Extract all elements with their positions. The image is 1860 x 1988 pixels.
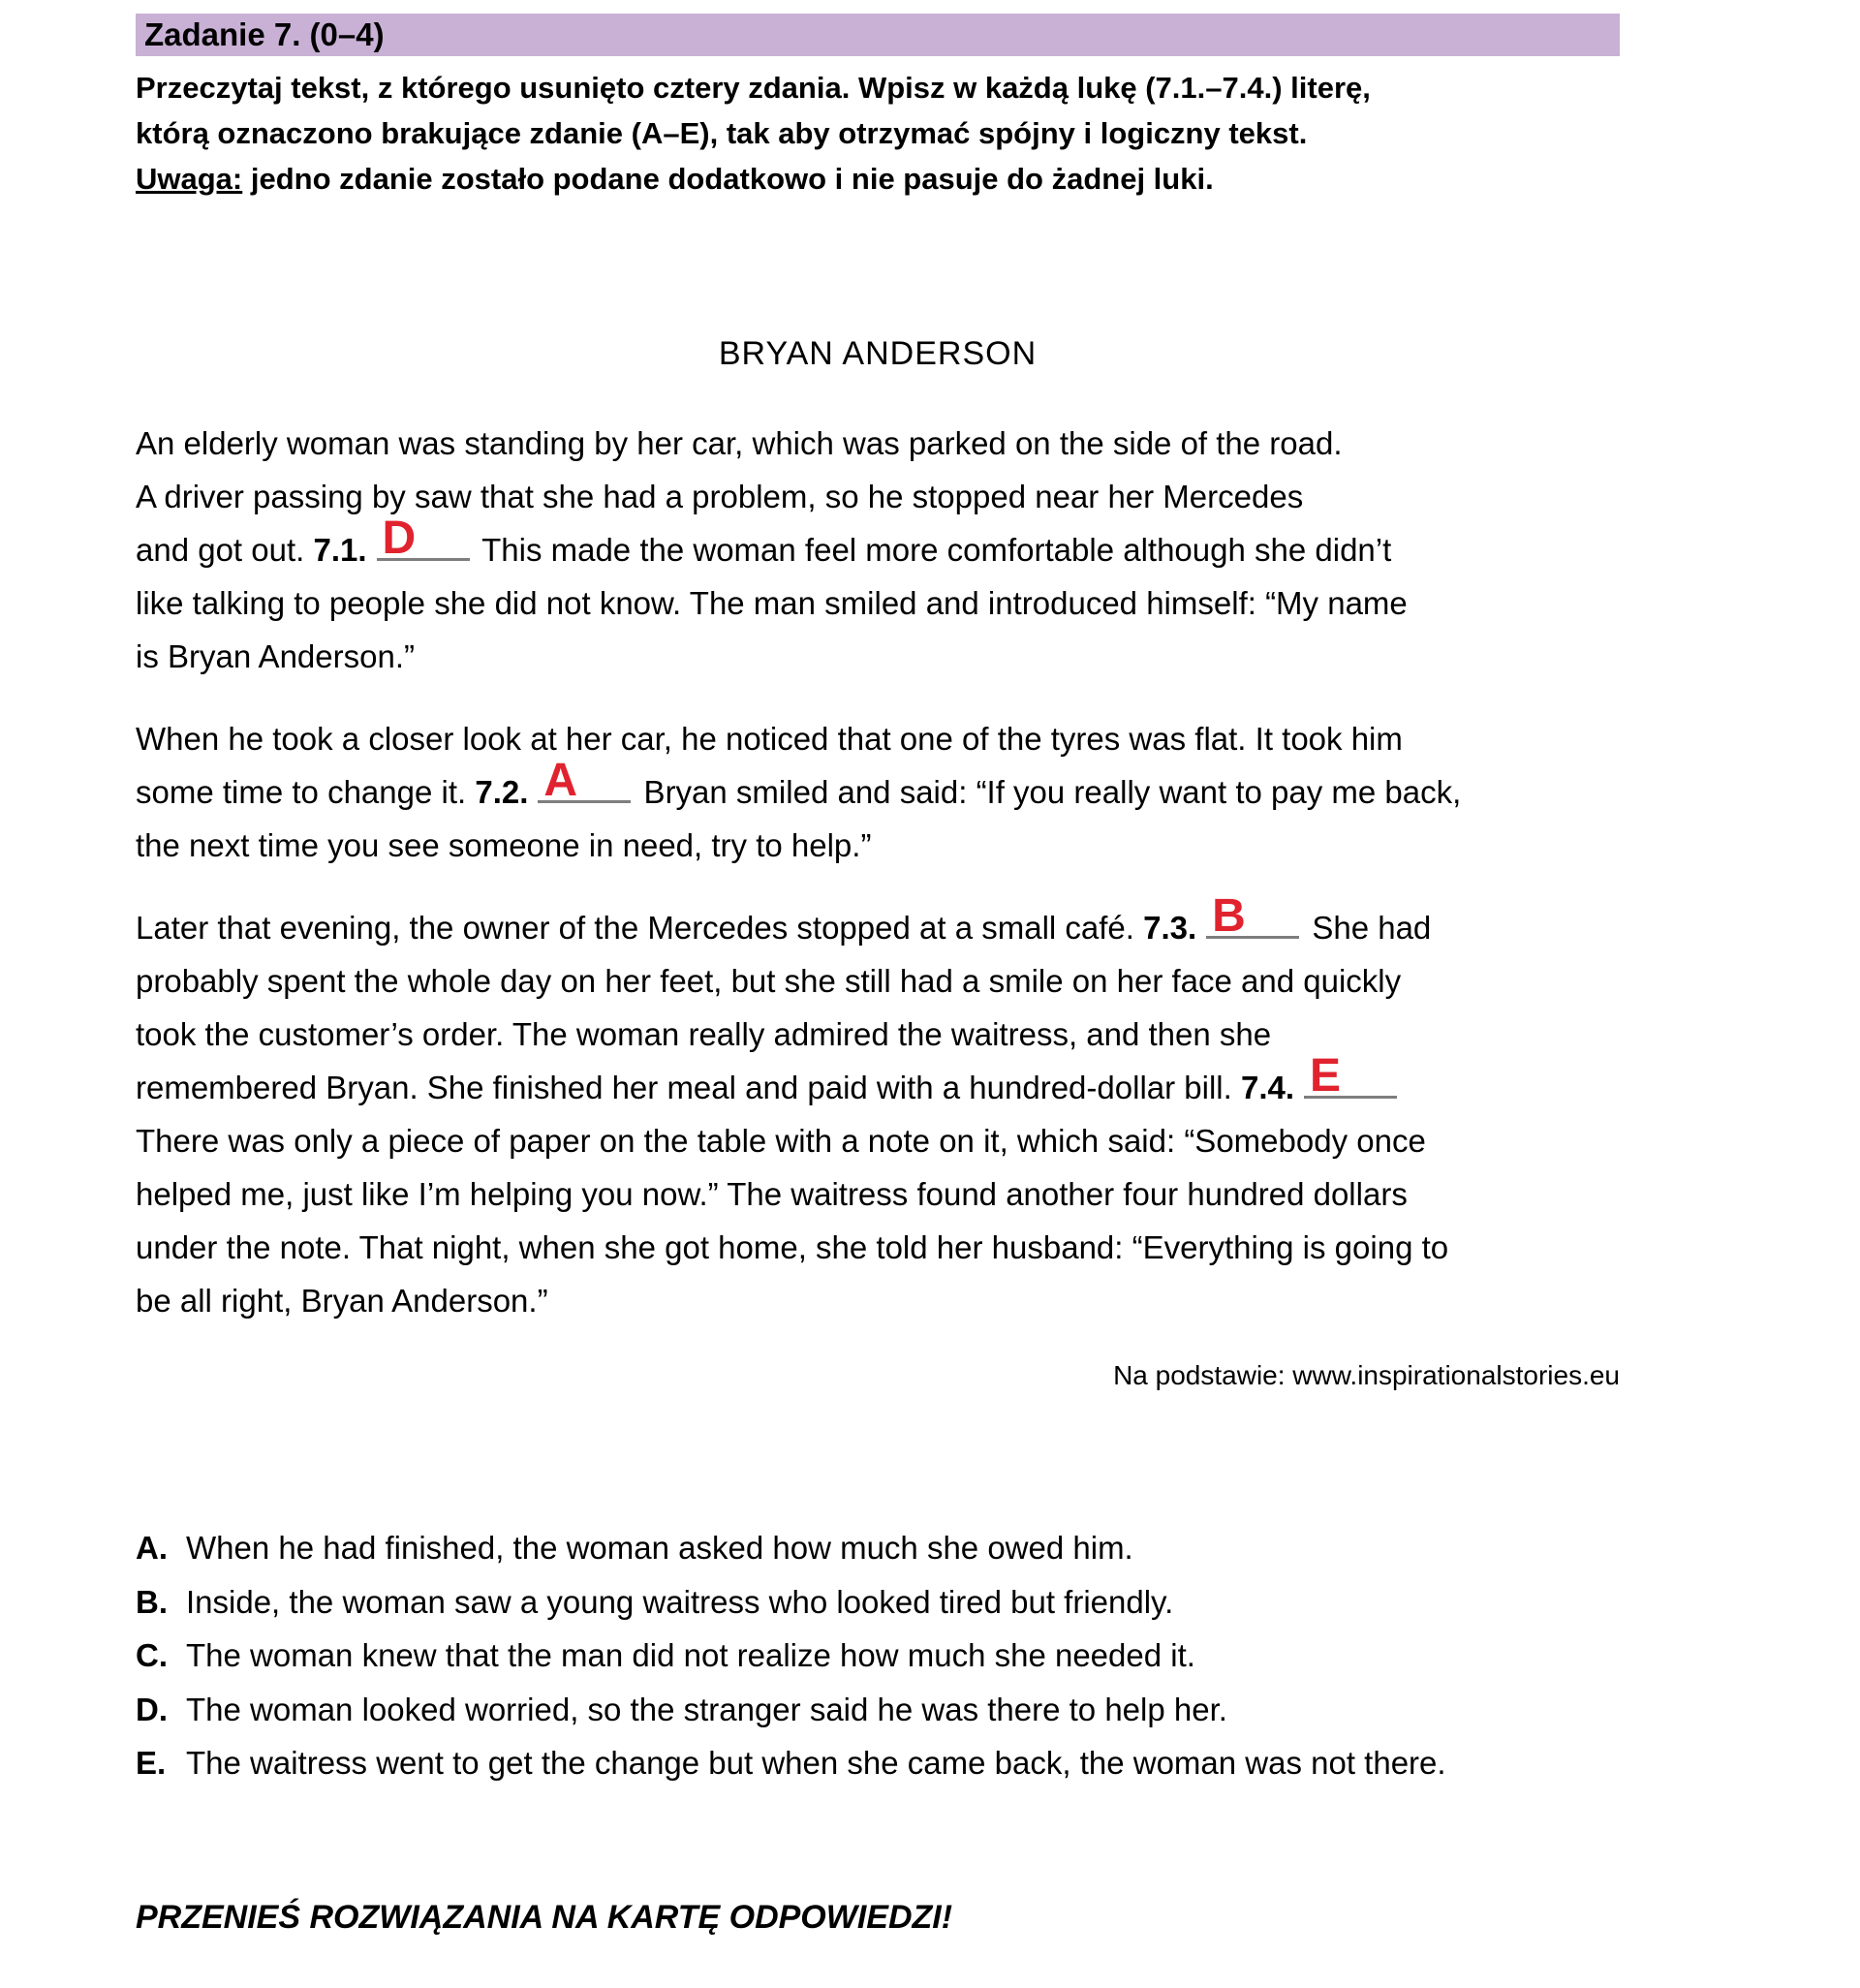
option-letter: D.: [136, 1691, 168, 1727]
gap-7.1: [313, 513, 473, 568]
option-D: [136, 1683, 1620, 1737]
option-C: [136, 1629, 1620, 1683]
gap-blank-line: [1304, 1050, 1397, 1102]
option-E: [136, 1736, 1620, 1790]
gap-blank-line: [1206, 890, 1299, 942]
gap-number: 7.1.: [313, 532, 367, 568]
gap-handwritten-answer: A: [543, 755, 578, 806]
story-paragraph: When he took a closer look at her car, he noticed that one of the tyres was flat. It took him some time to change it. 7.2. A Bryan smiled and said: “If you really want to pay me back, the next time you see someone in need, try to help.”: [136, 721, 1462, 863]
footer-instruction: PRZENIEŚ ROZWIĄZANIA NA KARTĘ ODPOWIEDZI!: [136, 1898, 953, 1936]
instruction-line-1: Przeczytaj tekst, z którego usunięto cztery zdania. Wpisz w każdą lukę (7.1.–7.4.) literę,: [136, 71, 1371, 105]
gap-7.4: [1240, 1050, 1401, 1105]
option-text: The waitress went to get the change but when she came back, the woman was not there.: [186, 1745, 1446, 1781]
uwaga-label: Uwaga:: [136, 162, 243, 196]
options-list: [136, 1521, 1620, 1790]
gap-7.2: [475, 755, 635, 810]
option-text: When he had finished, the woman asked how much she owed him.: [186, 1530, 1133, 1566]
gap-number: 7.2.: [475, 774, 529, 810]
task-header-label: Zadanie 7. (0–4): [144, 16, 385, 52]
uwaga-text: jedno zdanie zostało podane dodatkowo i nie pasuje do żadnej luki.: [242, 162, 1214, 196]
gap-number: 7.4.: [1240, 1070, 1295, 1105]
story-title: BRYAN ANDERSON: [718, 335, 1038, 372]
gap-7.3: [1143, 890, 1303, 946]
gap-blank-line: [377, 513, 470, 564]
option-letter: A.: [136, 1530, 168, 1566]
story-paragraph: An elderly woman was standing by her car, which was parked on the side of the road. A driver passing by saw that she had a problem, so he stopped near her Mercedes and got out. 7.1. D This made the woman feel more comfortable although she didn’t like talking to people she did not know. The man smiled and introduced himself: “My name is Bryan Anderson.”: [136, 425, 1408, 674]
option-text: The woman knew that the man did not realize how much she needed it.: [186, 1637, 1195, 1673]
instruction-line-2: którą oznaczono brakujące zdanie (A–E), tak aby otrzymać spójny i logiczny tekst.: [136, 116, 1308, 150]
source-attribution: Na podstawie: www.inspirationalstories.eu: [1113, 1360, 1620, 1390]
gap-handwritten-answer: E: [1310, 1050, 1342, 1102]
story-paragraph: Later that evening, the owner of the Mercedes stopped at a small café. 7.3. B She had probably spent the whole day on her feet, but she still had a smile on her face and quickly took the customer’s order. The woman really admired the waitress, and then she remembered Bryan. She finished her meal and paid with a hundred-dollar bill. 7.4. E There was only a piece of paper on the table with a note on it, which said: “Somebody once helped me, just like I’m helping you now.” The waitress found another four hundred dollars under the note. That night, when she got home, she told her husband: “Everything is going to be all right, Bryan Anderson.”: [136, 890, 1449, 1319]
task-instructions: [136, 65, 1620, 202]
gap-number: 7.3.: [1143, 910, 1197, 946]
gap-handwritten-answer: B: [1212, 890, 1246, 942]
option-text: Inside, the woman saw a young waitress who looked tired but friendly.: [186, 1583, 1174, 1620]
gap-blank-line: [538, 755, 631, 806]
instruction-line-3: [136, 156, 1620, 202]
option-text: The woman looked worried, so the stranger said he was there to help her.: [186, 1691, 1227, 1727]
story-paragraphs: [136, 417, 1620, 1327]
task-header: [136, 14, 1620, 56]
option-A: [136, 1521, 1620, 1575]
option-letter: E.: [136, 1745, 167, 1781]
option-letter: B.: [136, 1583, 168, 1620]
option-letter: C.: [136, 1637, 168, 1673]
option-B: [136, 1575, 1620, 1630]
gap-handwritten-answer: D: [382, 513, 417, 564]
page: [136, 14, 1620, 1937]
